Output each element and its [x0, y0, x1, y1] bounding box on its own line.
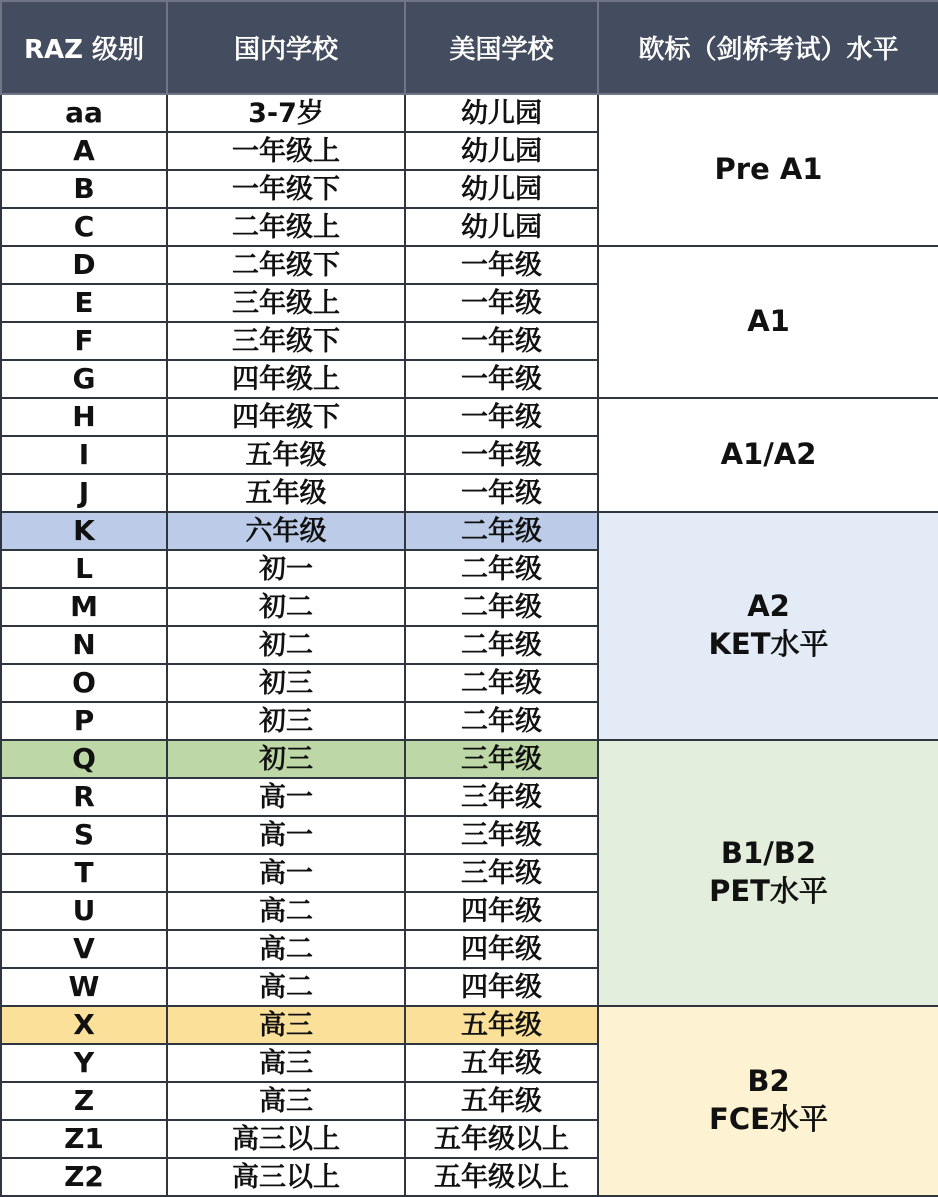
raz-level-cell: J: [1, 474, 167, 512]
raz-level-cell: Y: [1, 1044, 167, 1082]
domestic-school-cell: 初二: [167, 626, 405, 664]
domestic-school-cell: 高二: [167, 968, 405, 1006]
us-school-cell: 一年级: [405, 322, 598, 360]
cefr-level-cell: [598, 512, 938, 740]
us-school-cell: 二年级: [405, 626, 598, 664]
cefr-level-text: PET水平: [709, 874, 828, 908]
domestic-school-cell: 二年级下: [167, 246, 405, 284]
cefr-level-text: Pre A1: [714, 152, 823, 187]
us-school-cell: 一年级: [405, 474, 598, 512]
us-school-cell: 二年级: [405, 550, 598, 588]
raz-level-cell: O: [1, 664, 167, 702]
raz-level-cell: Q: [1, 740, 167, 778]
domestic-school-cell: 高三: [167, 1044, 405, 1082]
table-row: [1, 94, 938, 132]
cefr-level-text: A2: [747, 589, 790, 624]
raz-level-cell: N: [1, 626, 167, 664]
table-body: [1, 94, 938, 1196]
header-domestic-school: 国内学校: [167, 1, 405, 94]
domestic-school-cell: 初三: [167, 740, 405, 778]
domestic-school-cell: 初三: [167, 664, 405, 702]
domestic-school-cell: 五年级: [167, 474, 405, 512]
domestic-school-cell: 高三: [167, 1082, 405, 1120]
table-row: [1, 246, 938, 284]
header-row: [1, 1, 938, 94]
us-school-cell: 五年级以上: [405, 1158, 598, 1196]
us-school-cell: 二年级: [405, 512, 598, 550]
cefr-level-text: B2: [747, 1064, 790, 1099]
cefr-level-cell: [598, 246, 938, 398]
us-school-cell: 二年级: [405, 588, 598, 626]
table-row: [1, 512, 938, 550]
cefr-level-cell: [598, 740, 938, 1006]
us-school-cell: 幼儿园: [405, 208, 598, 246]
us-school-cell: 三年级: [405, 816, 598, 854]
cefr-level-cell: [598, 1006, 938, 1196]
us-school-cell: 幼儿园: [405, 132, 598, 170]
us-school-cell: 四年级: [405, 930, 598, 968]
us-school-cell: 一年级: [405, 284, 598, 322]
raz-level-cell: S: [1, 816, 167, 854]
raz-level-cell: M: [1, 588, 167, 626]
raz-level-cell: U: [1, 892, 167, 930]
us-school-cell: 三年级: [405, 854, 598, 892]
raz-level-cell: I: [1, 436, 167, 474]
table-row: [1, 1006, 938, 1044]
raz-level-cell: L: [1, 550, 167, 588]
domestic-school-cell: 高一: [167, 816, 405, 854]
raz-level-cell: G: [1, 360, 167, 398]
raz-level-cell: R: [1, 778, 167, 816]
us-school-cell: 五年级: [405, 1044, 598, 1082]
raz-level-cell: Z2: [1, 1158, 167, 1196]
raz-level-cell: P: [1, 702, 167, 740]
us-school-cell: 三年级: [405, 740, 598, 778]
table-header: [1, 1, 938, 94]
domestic-school-cell: 二年级上: [167, 208, 405, 246]
raz-level-cell: Z: [1, 1082, 167, 1120]
raz-level-cell: B: [1, 170, 167, 208]
cefr-level-text: B1/B2: [720, 836, 817, 871]
domestic-school-cell: 一年级下: [167, 170, 405, 208]
domestic-school-cell: 高三以上: [167, 1120, 405, 1158]
domestic-school-cell: 初三: [167, 702, 405, 740]
us-school-cell: 一年级: [405, 246, 598, 284]
us-school-cell: 五年级以上: [405, 1120, 598, 1158]
table-row: [1, 740, 938, 778]
us-school-cell: 一年级: [405, 436, 598, 474]
cefr-level-text: A1: [747, 304, 790, 339]
raz-level-cell: T: [1, 854, 167, 892]
raz-level-cell: E: [1, 284, 167, 322]
raz-level-cell: aa: [1, 94, 167, 132]
domestic-school-cell: 四年级下: [167, 398, 405, 436]
domestic-school-cell: 3-7岁: [167, 94, 405, 132]
raz-level-cell: V: [1, 930, 167, 968]
domestic-school-cell: 三年级下: [167, 322, 405, 360]
domestic-school-cell: 初一: [167, 550, 405, 588]
domestic-school-cell: 高二: [167, 892, 405, 930]
cefr-level-text: FCE水平: [709, 1102, 828, 1136]
us-school-cell: 一年级: [405, 398, 598, 436]
us-school-cell: 三年级: [405, 778, 598, 816]
us-school-cell: 一年级: [405, 360, 598, 398]
us-school-cell: 幼儿园: [405, 170, 598, 208]
cefr-level-text: KET水平: [708, 627, 829, 661]
raz-level-cell: K: [1, 512, 167, 550]
domestic-school-cell: 高三以上: [167, 1158, 405, 1196]
domestic-school-cell: 高一: [167, 854, 405, 892]
raz-level-cell: Z1: [1, 1120, 167, 1158]
cefr-level-cell: [598, 94, 938, 246]
domestic-school-cell: 高一: [167, 778, 405, 816]
domestic-school-cell: 初二: [167, 588, 405, 626]
cefr-level-cell: [598, 398, 938, 512]
header-raz-level: RAZ 级别: [1, 1, 167, 94]
raz-level-cell: H: [1, 398, 167, 436]
header-cefr-level: 欧标（剑桥考试）水平: [598, 1, 938, 94]
domestic-school-cell: 四年级上: [167, 360, 405, 398]
domestic-school-cell: 一年级上: [167, 132, 405, 170]
table-row: [1, 398, 938, 436]
us-school-cell: 二年级: [405, 702, 598, 740]
raz-level-cell: C: [1, 208, 167, 246]
us-school-cell: 五年级: [405, 1006, 598, 1044]
domestic-school-cell: 三年级上: [167, 284, 405, 322]
domestic-school-cell: 五年级: [167, 436, 405, 474]
domestic-school-cell: 高二: [167, 930, 405, 968]
raz-level-cell: X: [1, 1006, 167, 1044]
domestic-school-cell: 高三: [167, 1006, 405, 1044]
cefr-level-text: A1/A2: [720, 437, 817, 472]
us-school-cell: 四年级: [405, 968, 598, 1006]
us-school-cell: 幼儿园: [405, 94, 598, 132]
us-school-cell: 五年级: [405, 1082, 598, 1120]
us-school-cell: 二年级: [405, 664, 598, 702]
header-us-school: 美国学校: [405, 1, 598, 94]
us-school-cell: 四年级: [405, 892, 598, 930]
raz-level-cell: F: [1, 322, 167, 360]
raz-level-cell: A: [1, 132, 167, 170]
raz-level-cell: D: [1, 246, 167, 284]
raz-level-cell: W: [1, 968, 167, 1006]
domestic-school-cell: 六年级: [167, 512, 405, 550]
